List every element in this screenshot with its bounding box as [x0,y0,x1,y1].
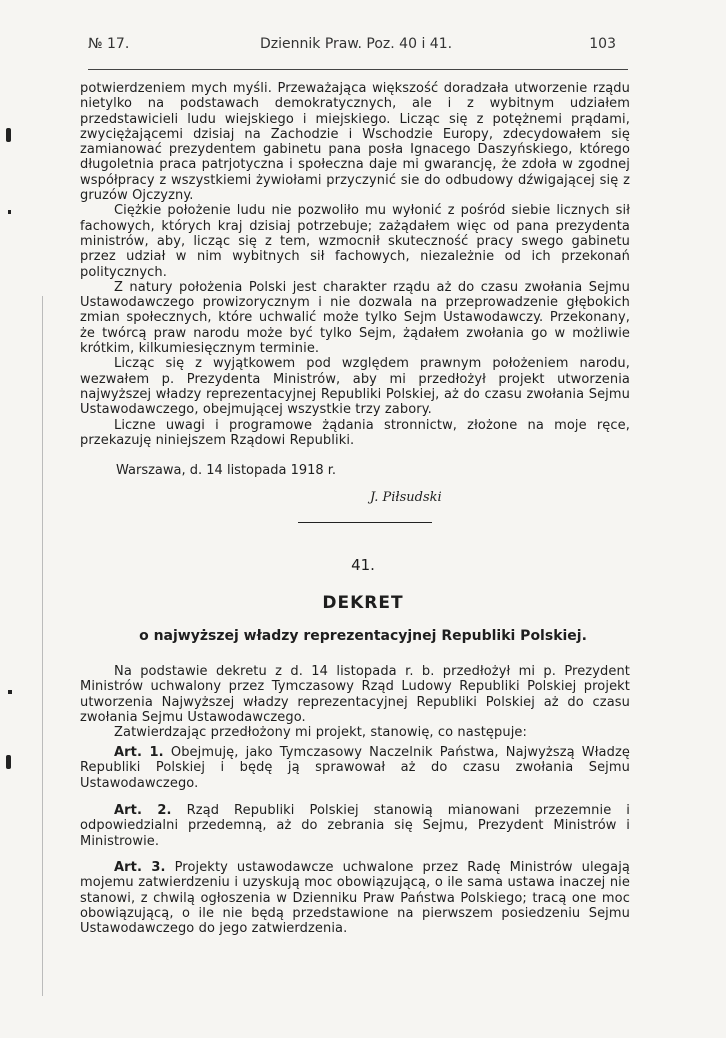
header-rule [88,69,628,70]
article-3 [80,860,630,936]
article-label: Art. 1. [114,745,164,760]
article-1 [80,745,630,791]
margin-mark [6,755,11,769]
journal-reference: Dziennik Praw. Poz. 40 i 41. [260,36,453,52]
letter-paragraph: Liczne uwagi i programowe żądania stronnictw, złożone na moje ręce, przekazuję niniejszem Rządowi Republiki. [80,417,630,448]
margin-mark [42,296,43,996]
article-text: Obejmuję, jako Tymczasowy Naczelnik Państwa, Najwyższą Władzę Republiki Polskiej i będę ją sprawował aż do czasu zwołania Sejmu Ustawodawczego. [80,745,631,791]
article-text: Projekty ustawodawcze uchwalone przez Radę Ministrów ulegają mojemu zatwierdzeniu i uzyskują moc obowiązującą, o ile sama ustawa inaczej nie stanowi, z chwilą ogłoszenia w Dzienniku Praw Państwa Polskiego; tracą one moc obowiązującą, o ile nie będą przedstawione na pierwszem posiedzeniu Sejmu Ustawodawczego do jego zatwierdzenia. [80,860,630,937]
letter-date: Warszawa, d. 14 listopada 1918 r. [116,463,337,478]
letter-paragraph: Licząc się z wyjątkowem pod względem prawnym położeniem narodu, wezwałem p. Prezydenta Ministrów, aby mi przedłożył projekt utworzenia najwyższej władzy reprezentacyjnej Republiki Polskiej, aż do czasu zwołania Sejmu Ustawodawczego, obejmującej wszystkie trzy zabory. [80,356,630,418]
margin-mark [8,210,11,214]
issue-number: № 17. [88,36,130,52]
letter-paragraph: Ciężkie położenie ludu nie pozwoliło mu wyłonić z pośród siebie licznych sił fachowych, których kraj dzisiaj potrzebuje; zażądałem więc od pana prezydenta ministrów, aby, licząc się z tem, wzmocnił skuteczność pracy swego gabinetu przez udział w nim wybitnych sił fachowych, niezależnie od ich przekonań politycznych. [80,203,630,280]
decree-intro [80,664,630,740]
signature: J. Piłsudski [370,490,442,505]
decree-intro-paragraph: Zatwierdzając przedłożony mi projekt, stanowię, co następuje: [114,725,527,741]
decree-title: DEKRET [322,593,404,613]
article-text: Rząd Republiki Polskiej stanowią mianowani przezemnie i odpowiedzialni przedemną, aż do zebrania się Sejmu, Prezydent Ministrów i Ministrowie. [80,803,631,849]
decree-subtitle: o najwyższej władzy reprezentacyjnej Republiki Polskiej. [139,628,587,644]
margin-mark [6,128,11,142]
article-2 [80,803,630,849]
section-divider [298,522,432,523]
letter-paragraph: Z natury położenia Polski jest charakter rządu aż do czasu zwołania Sejmu Ustawodawczego prowizorycznym i nie dozwala na przeprowadzenie głębokich zmian społecznych, które uchwalić może tylko Sejm Ustawodawczy. Przekonany, że twórcą praw narodu może być tylko Sejm, żądałem zwołania go w możliwie krótkim, kilkumiesięcznym terminie. [80,279,630,357]
article-label: Art. 2. [114,803,172,818]
margin-mark [8,690,12,694]
decree-intro-paragraph: Na podstawie dekretu z d. 14 listopada r. b. przedłożył mi p. Prezydent Ministrów uchwalony przez Tymczasowy Rząd Ludowy Republiki Polskiej projekt utworzenia Najwyższej władzy reprezentacyjnej Republiki Polskiej aż do czasu zwołania Sejmu Ustawodawczego. [80,664,630,725]
page-number: 103 [589,36,616,52]
article-label: Art. 3. [114,860,166,875]
page-header [88,36,616,58]
decree-number: 41. [351,556,375,574]
letter-paragraph: potwierdzeniem mych myśli. Przeważająca większość doradzała utworzenie rządu nietylko na podstawach demokratycznych, ale i z wybitnym udziałem przedstawicieli ludu wiejskiego i miejskiego. Licząc się z potężnemi prądami, zwyciężającemi dzisiaj na Zachodzie i Wschodzie Europy, zdecydowałem się zamianować prezydentem gabinetu pana posła Ignacego Daszyńskiego, którego długoletnia praca patrjotyczna i społeczna daje mi gwarancję, że zdoła w zgodnej współpracy z wszystkiemi żywiołami przyczynić sie do odbudowy dźwigającej się z gruzów Ojczyzny. [80,81,630,204]
letter-body [80,81,630,448]
